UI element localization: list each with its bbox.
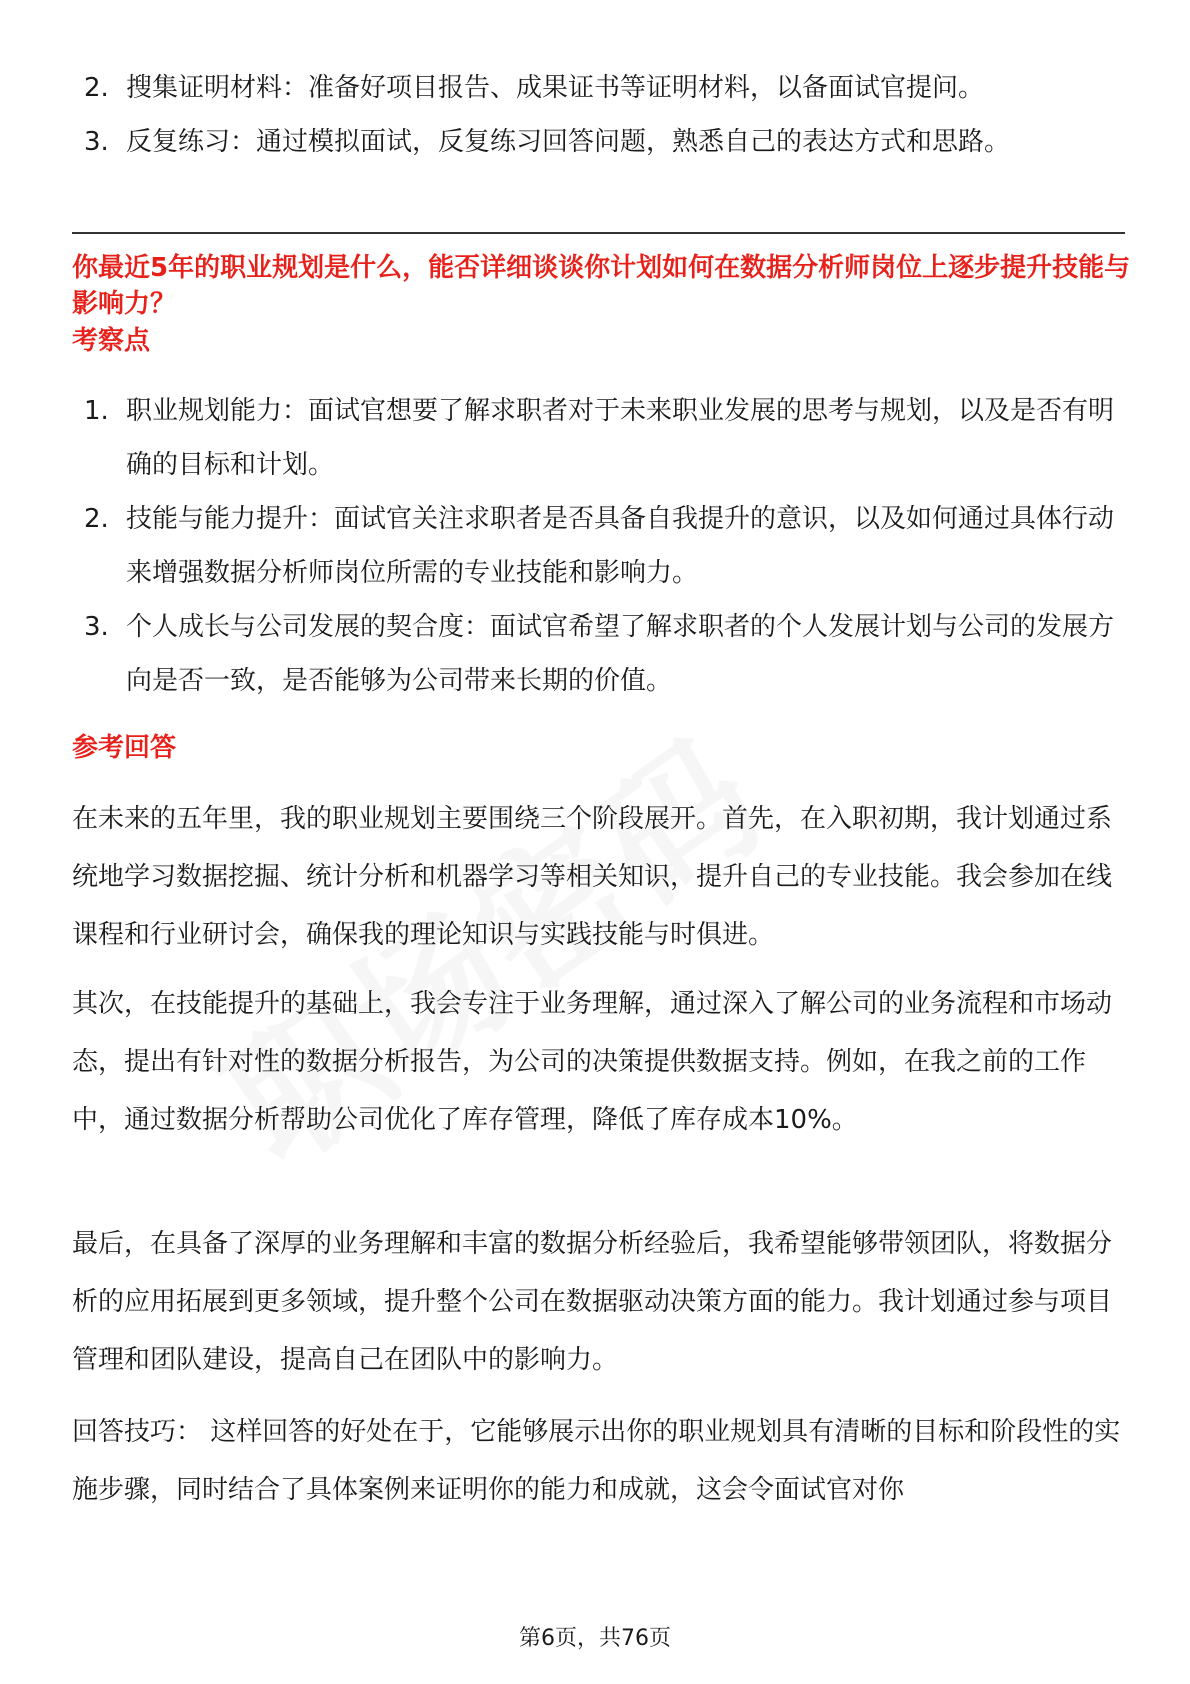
answer-heading: 参考回答 [72,733,177,763]
list-text: 职业规划能力：面试官想要了解求职者对于未来职业发展的思考与规划，以及是否有明确的目标和计划。 [126,396,1115,480]
answer-paragraph: 最后，在具备了深厚的业务理解和丰富的数据分析经验后，我希望能够带领团队，将数据分析的应用拓展到更多领域，提升整个公司在数据驱动决策方面的能力。我计划通过参与项目管理和团队建设，提高自己在团队中的影响力。 [72,1229,1113,1375]
page-number-footer: 第6页，共76页 [519,1626,671,1651]
list-number: 3. [84,127,109,157]
focus-heading: 考察点 [72,326,151,356]
focus-list [72,384,1127,708]
top-list [72,61,1127,169]
list-number: 3. [84,612,109,642]
list-item [72,115,1127,169]
list-text: 搜集证明材料：准备好项目报告、成果证书等证明材料，以备面试官提问。 [126,73,985,103]
list-text: 反复练习：通过模拟面试，反复练习回答问题，熟悉自己的表达方式和思路。 [126,127,1011,157]
question-heading: 你最近5年的职业规划是什么，能否详细谈谈你计划如何在数据分析师岗位上逐步提升技能与影响力？ [72,253,1131,319]
list-item [72,600,1127,708]
section-divider [72,232,1125,234]
list-item [72,61,1127,115]
list-number: 2. [84,504,109,534]
list-number: 2. [84,73,109,103]
answer-paragraph: 其次，在技能提升的基础上，我会专注于业务理解，通过深入了解公司的业务流程和市场动态，提出有针对性的数据分析报告，为公司的决策提供数据支持。例如，在我之前的工作中，通过数据分析帮助公司优化了库存管理，降低了库存成本10%。 [72,989,1113,1135]
answer-paragraph: 在未来的五年里，我的职业规划主要围绕三个阶段展开。首先，在入职初期，我计划通过系统地学习数据挖掘、统计分析和机器学习等相关知识，提升自己的专业技能。我会参加在线课程和行业研讨会，确保我的理论知识与实践技能与时俱进。 [72,804,1113,950]
list-text: 技能与能力提升：面试官关注求职者是否具备自我提升的意识，以及如何通过具体行动来增强数据分析师岗位所需的专业技能和影响力。 [126,504,1115,588]
list-number: 1. [84,396,109,426]
answer-tip-paragraph: 回答技巧： 这样回答的好处在于，它能够展示出你的职业规划具有清晰的目标和阶段性的实施步骤，同时结合了具体案例来证明你的能力和成就，这会令面试官对你 [72,1417,1121,1505]
list-item [72,384,1127,492]
list-text: 个人成长与公司发展的契合度：面试官希望了解求职者的个人发展计划与公司的发展方向是否一致，是否能够为公司带来长期的价值。 [126,612,1115,696]
list-item [72,492,1127,600]
